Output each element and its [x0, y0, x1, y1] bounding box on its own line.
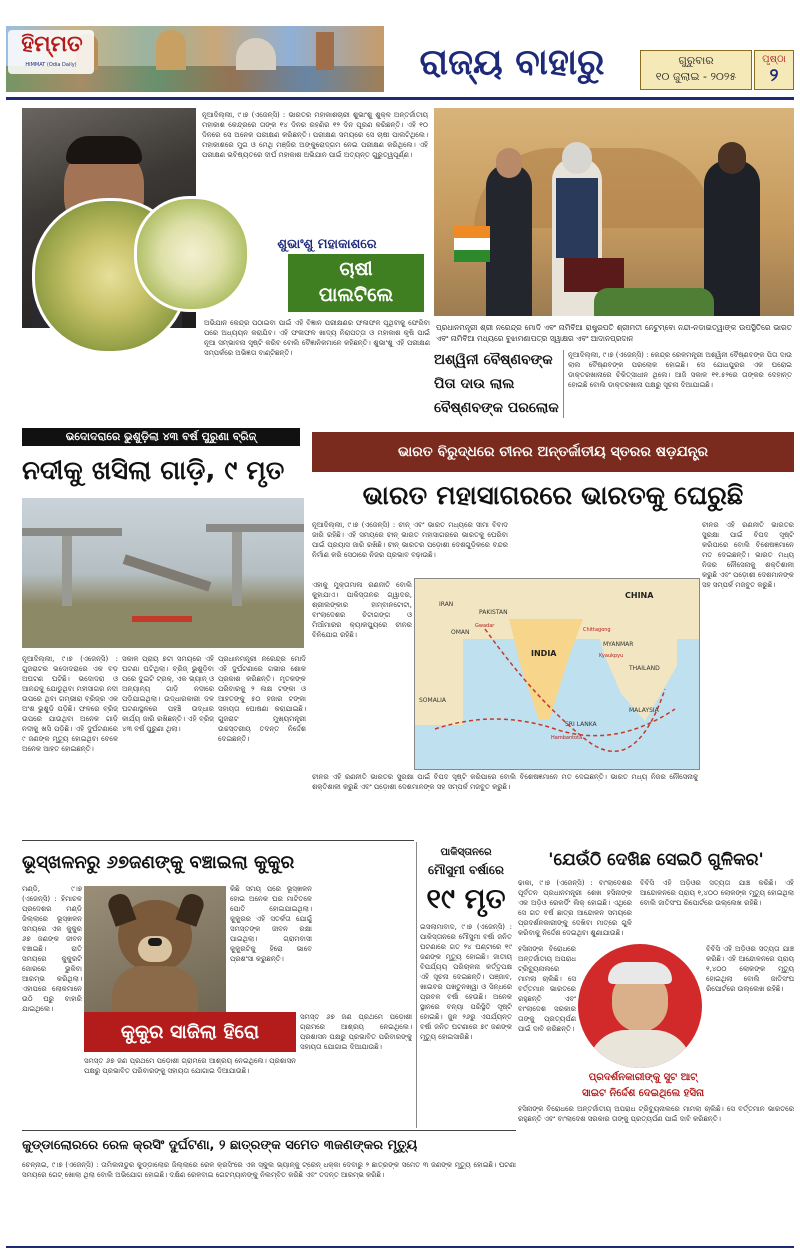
person-left-head — [496, 148, 522, 178]
china-body-3: ଚୀନର ଏହି ରଣନୀତି ଭାରତର ସୁରକ୍ଷା ପାଇଁ ବିପଦ ସୃଷ୍ଟି କରିପାରେ ବୋଲି ବିଶେଷଜ୍ଞମାନେ ମତ ଦେଇଛନ୍ତି। ଭାରତ ମଧ୍ୟ ନିଜର ନୌସେନାକୁ ଶକ୍ତିଶାଳୀ କରୁଛି ଏବଂ ପଡ଼ୋଶୀ ଦେଶମାନଙ୍କ ସହ ସମ୍ପର୍କ ମଜବୁତ କରୁଛି। — [702, 521, 794, 589]
dog-photo — [84, 886, 226, 1030]
map-label-myanmar: MYANMAR — [603, 641, 634, 648]
hasina-caption: ପ୍ରଦର୍ଶନକାରୀଙ୍କୁ ସୁଟ ଆଟ୍ ସାଇଟ ନିର୍ଦ୍ଦେଶ ଦେଇଥିଲେ ହସିନା — [581, 1072, 705, 1099]
hasina-saree — [588, 1030, 692, 1068]
dog-body-2: କିଛି ସମୟ ପରେ ଭୂସ୍ଖଳନ ହୋଇ ଅନେକ ଘର ମାଟିତଳେ ପୋତି ହୋଇଯାଇଥିଲା। କୁକୁରର ଏହି ସତର୍କତା ଯୋଗୁଁ ସମସ୍ତଙ୍କ ଜୀବନ ରକ୍ଷା ପାଇଥିଲା। ଗ୍ରାମବାସୀ କୁକୁରଟିକୁ ହିରୋ ଭାବେ ପ୍ରଶଂସା କରୁଛନ୍ତି। — [230, 885, 312, 963]
bridge-deck-left — [22, 528, 122, 536]
river — [22, 606, 304, 648]
rescue-boats — [132, 616, 192, 622]
china-body-2: ଏହାକୁ ମୁକ୍ତାମାଳା ରଣନୀତି ବୋଲି କୁହାଯାଏ। ପାକିସ୍ତାନର ଗ୍ୱାଦର, ଶ୍ରୀଲଙ୍କାର ହାମ୍ବାନଟୋଟା, ବାଂଲାଦେଶର ଚିଟାଗଙ୍ଗ ଓ ମିଆଁମାରର କ୍ୟାକପ୍ୟୁରେ ଚୀନର ବିନିଯୋଗ ରହିଛି। — [312, 581, 412, 639]
hasina-body-2: ବିବିସି ଏହି ଅଡ଼ିଓର ସତ୍ୟତା ଯାଞ୍ଚ କରିଛି। ଏହି ଆନ୍ଦୋଳନରେ ପ୍ରାୟ ୧,୪୦୦ ଲୋକଙ୍କ ମୃତ୍ୟୁ ହୋଇଥିଲା ବୋଲି ଜାତିସଂଘ ରିପୋର୍ଟରେ ଉଲ୍ଲେଖ ରହିଛି। — [640, 879, 794, 907]
modi-caption: ପ୍ରଧାନମନ୍ତ୍ରୀ ଶ୍ରୀ ନରେନ୍ଦ୍ର ମୋଦି ଏବଂ ନାମିବିଆ ରାଷ୍ଟ୍ରପତି ଶ୍ରୀମତୀ ନେଟୁମ୍ବୋ ନନ୍ଦୀ-ନଡାଇତ୍ୱାଙ୍କ ଉପସ୍ଥିତିରେ ଭାରତ ଏବଂ ନାମିବିଆ ମଧ୍ୟରେ ବୁଝାମଣାପତ୍ର ସ୍ୱାକ୍ଷର ଏବଂ ଆଦାନପ୍ରଦାନ — [436, 323, 792, 343]
map-label-india: INDIA — [531, 649, 557, 658]
bridge-headline: ନଦୀକୁ ଖସିଲା ଗାଡ଼ି, ୯ ମୃତ — [22, 456, 285, 486]
bridge-body-3: ପ୍ରଧାନମନ୍ତ୍ରୀ ନରେନ୍ଦ୍ର ମୋଦି ଏହି ଦୁର୍ଘଟଣାରେ ଗଭୀର ଶୋକ ପ୍ରକାଶ କରିଛନ୍ତି। ମୃତକଙ୍କ ପରିବାରକୁ ୨ ଲକ୍ଷ ଟଙ୍କା ଓ ଆହତଙ୍କୁ ୫୦ ହଜାର ଟଙ୍କା ସହାୟତା ଘୋଷଣା କରାଯାଇଛି। ଗୁଜରାଟ ମୁଖ୍ୟମନ୍ତ୍ରୀ ଉଚ୍ଚସ୍ତରୀୟ ତଦନ୍ତ ନିର୍ଦ୍ଦେଶ ଦେଇଛନ୍ତି। — [218, 655, 306, 743]
dog-top-rule — [22, 840, 414, 841]
route-west — [435, 709, 675, 736]
hasina-hair — [608, 962, 672, 984]
date-box — [640, 50, 752, 90]
map-label-iran: IRAN — [439, 601, 454, 608]
plants — [594, 288, 714, 316]
shubhanshu-body-1: ନୂଆଦିଲ୍ଲୀ, ୯।୭ (ଏଜେନ୍ସି) : ଭାରତର ମହାକାଶଚାରୀ ଶୁଭାଂଶୁ ଶୁକ୍ଳ ଅନ୍ତର୍ଜାତୀୟ ମହାକାଶ କେନ୍ଦ୍ରରେ ତାଙ୍କ ୧୪ ଦିନର ରହଣିର ୧୨ ଦିନ ପୂରଣ କରିଛନ୍ତି। ଏହି ୧୦ ଦିନରେ ସେ ଅନେକ ପରୀକ୍ଷଣ କରିଛନ୍ତି। ପରୀକ୍ଷଣ ସମୟରେ ସେ ଚାଷୀ ପାଲଟିଥିଲେ। ମହାକାଶରେ ମୁଗ ଓ ମେଥି ମଞ୍ଜିର ଅଙ୍କୁରୋଦ୍ଗମ ନେଇ ପରୀକ୍ଷଣ କରିଥିଲେ। ଏହି ପରୀକ୍ଷଣ ଭବିଷ୍ୟତରେ ଦୀର୍ଘ ମହାକାଶ ଅଭିଯାନ ପାଇଁ ଅତ୍ୟନ୍ତ ଗୁରୁତ୍ୱପୂର୍ଣ୍ଣ। — [202, 111, 428, 159]
map-label-oman: OMAN — [451, 629, 470, 636]
vaishnaw-divider — [563, 350, 564, 418]
pakistan-body: ଇସଲାମାବାଦ, ୯।୭ (ଏଜେନ୍ସି) : ପାକିସ୍ତାନରେ ମୌସୁମୀ ବର୍ଷା ଜନିତ ଘଟଣାରେ ଗତ ୨୪ ଘଣ୍ଟାରେ ୧୯ ଜଣଙ୍କ ମୃତ୍ୟୁ ହୋଇଛି। ଜାତୀୟ ବିପର୍ଯ୍ୟୟ ପରିଚାଳନା କର୍ତ୍ତୃପକ୍ଷ ଏହି ସୂଚନା ଦେଇଛନ୍ତି। ପଞ୍ଜାବ, ଖାଇବର ପଖତୁନଖ୍ୱା ଓ ସିନ୍ଧରେ ପ୍ରବଳ ବର୍ଷା ହେଉଛି। ଅନେକ ସ୍ଥାନରେ ବନ୍ୟା ପରିସ୍ଥିତି ସୃଷ୍ଟି ହୋଇଛି। ଜୁନ ୨୬ରୁ ଏପର୍ଯ୍ୟନ୍ତ ବର୍ଷା ଜନିତ ଘଟଣାରେ ୭୯ ଜଣଙ୍କ ମୃତ୍ୟୁ ହୋଇସାରିଛି। — [420, 923, 512, 1041]
dog-body-4: ସମସ୍ତ ୬୭ ଜଣ ପ୍ରଥମେ ପଡ଼ୋଶୀ ଗ୍ରାମରେ ଆଶ୍ରୟ ନେଇଥିଲେ। ପ୍ରଶାସନ ପକ୍ଷରୁ ପ୍ରଭାବିତ ପରିବାରଙ୍କୁ ସହାୟତା ଯୋଗାଇ ଦିଆଯାଉଛି। — [84, 1057, 296, 1075]
issue-date: ୧୦ ଜୁଲାଇ - ୨୦୨୫ — [655, 70, 737, 83]
bottom-rule — [6, 1246, 794, 1248]
map-label-kyaukpyu: Kyaukpyu — [599, 653, 624, 659]
dog-body-1: ମଣ୍ଡି, ୯।୭ (ଏଜେନ୍ସି) : ହିମାଚଳ ପ୍ରଦେଶର ମଣ୍ଡି ଜିଲ୍ଲାରେ ଭୂସ୍ଖଳନ ସମୟରେ ଏକ କୁକୁର ୬୭ ଜଣଙ୍କ ଜୀବନ ବଞ୍ଚାଇଛି। ରାତି ସମୟରେ କୁକୁରଟି ଜୋରରେ ଭୁକିବା ଆରମ୍ଭ କରିଥିଲା। ଏହାପରେ ଲୋକମାନେ ଉଠି ଘରୁ ବାହାରି ଯାଇଥିଲେ। — [22, 885, 82, 1013]
hasina-headline: 'ଯେଉଁଠି ଦେଖିଛ ସେଇଠି ଗୁଳିକର' — [548, 850, 764, 870]
bridge-deck-right — [206, 524, 304, 532]
bridge-body-2: ସକାଳ ପ୍ରାୟ ୭ଟା ସମୟରେ ଏହି ଘଟଣା ଘଟିଥିଲା। ବ୍ରିଜ୍ ଭୁଶୁଡ଼ିବା ପରେ ଦୁଇଟି ଟ୍ରକ୍, ଏକ ଭ୍ୟାନ୍ ଓ ଅନ୍ୟାନ୍ୟ ଗାଡ଼ି ନଦୀରେ ପଡ଼ିଯାଇଥିଲା। ଉଦ୍ଧାରକାରୀ ଦଳ ଘଟଣାସ୍ଥଳରେ ପହଞ୍ଚି ଉଦ୍ଧାର କାର୍ଯ୍ୟ ଜାରି ରଖିଛନ୍ତି। ଏହି ବ୍ରିଜ୍ ୪୩ ବର୍ଷ ପୁରୁଣା ଥିଲା। — [122, 655, 214, 733]
shubhanshu-headline-box — [288, 254, 424, 312]
map-label-gwadar: Gwadar — [475, 623, 495, 629]
dog-overlay-text: କୁକୁର ସାଜିଲା ହିରୋ — [120, 1021, 260, 1043]
bridge-collapsed — [123, 554, 212, 591]
route-east — [485, 629, 665, 751]
weekday: ଗୁରୁବାର — [678, 54, 714, 67]
person-right — [704, 160, 760, 316]
page-number-box: ପୃଷ୍ଠା ୨ — [754, 50, 794, 90]
sprouts-photo-2 — [134, 196, 250, 312]
dog-body-3: ସମସ୍ତ ୬୭ ଜଣ ପ୍ରଥମେ ପଡ଼ୋଶୀ ଗ୍ରାମରେ ଆଶ୍ରୟ ନେଇଥିଲେ। ପ୍ରଶାସନ ପକ୍ଷରୁ ପ୍ରଭାବିତ ପରିବାରଙ୍କୁ ସହାୟତା ଯୋଗାଇ ଦିଆଯାଉଛି। — [300, 1013, 412, 1051]
china-headline: ଭାରତ ମହାସାଗରରେ ଭାରତକୁ ଘେରୁଛି — [362, 481, 744, 511]
hair — [66, 136, 142, 164]
map-label-hambantota: Hambantota — [551, 735, 583, 741]
hasina-body-5: ହସିନାଙ୍କ ବିରୋଧରେ ଅନ୍ତର୍ଜାତୀୟ ଅପରାଧ ଟ୍ରିବ୍ୟୁନାଲରେ ମାମଲା ଚାଲିଛି। ସେ ବର୍ତ୍ତମାନ ଭାରତରେ ରହୁଛନ୍ତି ଏବଂ ବାଂଲାଦେଶ ସରକାର ତାଙ୍କୁ ପ୍ରତ୍ୟର୍ପଣ ପାଇଁ ଦାବି କରିଛନ୍ତି। — [518, 1105, 794, 1123]
shubhanshu-headline-main-1: ଚାଷୀ — [339, 258, 373, 280]
china-body-1: ନୂଆଦିଲ୍ଲୀ, ୯।୭ (ଏଜେନ୍ସି) : ଚୀନ୍ ଏବଂ ଭାରତ ମଧ୍ୟରେ ସୀମା ବିବାଦ ଜାରି ରହିଛି। ଏହି ସମୟରେ ଚୀନ୍ ଭାରତ ମହାସାଗରରେ ଭାରତକୁ ଘେରିବା ପାଇଁ ପ୍ରୟାସ ଜାରି ରଖିଛି। ଚୀନ୍ ଭାରତର ପଡ଼ୋଶୀ ଦେଶଗୁଡ଼ିକରେ ବନ୍ଦର ନିର୍ମାଣ କରି ସେଠାରେ ନିଜର ପ୍ରଭାବ ବଢ଼ାଉଛି। — [312, 521, 508, 559]
pakistan-left-rule — [416, 842, 417, 1128]
hasina-body-3: ହସିନାଙ୍କ ବିରୋଧରେ ଅନ୍ତର୍ଜାତୀୟ ଅପରାଧ ଟ୍ରିବ୍ୟୁନାଲରେ ମାମଲା ଚାଲିଛି। ସେ ବର୍ତ୍ତମାନ ଭାରତରେ ରହୁଛନ୍ତି ଏବଂ ବାଂଲାଦେଶ ସରକାର ତାଙ୍କୁ ପ୍ରତ୍ୟର୍ପଣ ପାଇଁ ଦାବି କରିଛନ୍ତି। — [518, 945, 576, 1033]
shubhanshu-headline-main-2: ପାଲଟିଲେ — [318, 284, 394, 306]
china-body-4: ଚୀନର ଏହି ରଣନୀତି ଭାରତର ସୁରକ୍ଷା ପାଇଁ ବିପଦ ସୃଷ୍ଟି କରିପାରେ ବୋଲି ବିଶେଷଜ୍ଞମାନେ ମତ ଦେଇଛନ୍ତି। ଭାରତ ମଧ୍ୟ ନିଜର ନୌସେନାକୁ ଶକ୍ତିଶାଳୀ କରୁଛି ଏବଂ ପଡ଼ୋଶୀ ଦେଶମାନଙ୍କ ସହ ସମ୍ପର୍କ ମଜବୁତ କରୁଛି। — [312, 773, 698, 791]
shipping-route-lines — [415, 579, 699, 769]
map-label-chittagong: Chittagong — [583, 627, 611, 633]
hasina-body-1: ଢାକା, ୯।୭ (ଏଜେନ୍ସି) : ବାଂଲାଦେଶର ପୂର୍ବତନ ପ୍ରଧାନମନ୍ତ୍ରୀ ଶେଖ ହସିନାଙ୍କ ଏକ ଅଡ଼ିଓ ରେକର୍ଡିଂ ଲିକ୍ ହୋଇଛି। ଏଥିରେ ସେ ଗତ ବର୍ଷ ଛାତ୍ର ଆନ୍ଦୋଳନ ସମୟରେ ପ୍ରଦର୍ଶନକାରୀଙ୍କୁ ଦେଖିବା ମାତ୍ରେ ଗୁଳି କରିବାକୁ ନିର୍ଦ୍ଦେଶ ଦେଇଥିବା ଶୁଣାଯାଉଛି। — [518, 879, 632, 937]
document-folder — [564, 258, 624, 292]
rail-headline: କୁଡ୍ଡାଲୋରରେ ରେଳ କ୍ରସିଂ ଦୁର୍ଘଟଣା, ୨ ଛାତ୍ରଙ୍କ ସମେତ ୩ଜଣଙ୍କର ମୃତ୍ୟୁ — [22, 1138, 418, 1153]
hasina-body-4: ବିବିସି ଏହି ଅଡ଼ିଓର ସତ୍ୟତା ଯାଞ୍ଚ କରିଛି। ଏହି ଆନ୍ଦୋଳନରେ ପ୍ରାୟ ୧,୪୦୦ ଲୋକଙ୍କ ମୃତ୍ୟୁ ହୋଇଥିଲା ବୋଲି ଜାତିସଂଘ ରିପୋର୍ଟରେ ଉଲ୍ଲେଖ ରହିଛି। — [706, 945, 794, 993]
person-modi-head — [562, 142, 592, 174]
map-label-malaysia: MALAYSIA — [629, 707, 659, 714]
dog-headline: ଭୂସ୍ଖଳନରୁ ୬୭ଜଣଙ୍କୁ ବଞ୍ଚାଇଲା କୁକୁର — [22, 852, 295, 873]
person-modi-vest — [556, 178, 598, 258]
shubhanshu-headline-top: ଶୁଭାଂଶୁ ମହାକାଶରେ — [277, 237, 377, 252]
bridge-photo — [22, 498, 304, 648]
map-label-sri-lanka: SRI LANKA — [565, 721, 597, 728]
rail-body: ଚେନ୍ନାଇ, ୯।୭ (ଏଜେନ୍ସି) : ତାମିଲନାଡୁର କୁଡ୍ଡାଲୋର ଜିଲ୍ଲାରେ ରେଳ କ୍ରସିଂରେ ଏକ ସ୍କୁଲ ଭ୍ୟାନ୍‌କୁ ଟ୍ରେନ୍ ଧକ୍କା ଦେବାରୁ ୨ ଛାତ୍ରଙ୍କ ସମେତ ୩ ଜଣଙ୍କ ମୃତ୍ୟୁ ହୋଇଛି। ଘଟଣା ସମୟରେ ଗେଟ୍ ଖୋଲା ଥିଲା ବୋଲି ଅଭିଯୋଗ ହୋଇଛି। ଦକ୍ଷିଣ ରେଳବାଇ ଗେଟମ୍ୟାନଙ୍କୁ ନିଲମ୍ବିତ କରିଛି ଏବଂ ତଦନ୍ତ ଆରମ୍ଭ କରିଛି। — [22, 1161, 516, 1179]
indian-ocean-map — [414, 578, 700, 770]
vaishnaw-headline: ଅଶ୍ୱିନୀ ବୈଷ୍ଣବଙ୍କ ପିତା ଦାଉ ଲାଲ ବୈଷ୍ଣବଙ୍କ ପରଲୋକ — [434, 352, 559, 416]
person-left — [486, 164, 532, 316]
masthead-divider — [6, 97, 794, 100]
pakistan-headline: ୧୯ ମୃତ — [426, 882, 506, 915]
dog-nose — [148, 938, 162, 946]
bridge-pillar-1 — [62, 536, 72, 606]
map-label-somalia: SOMALIA — [419, 697, 447, 704]
bridge-pillar-2 — [232, 532, 242, 606]
pakistan-kicker-2: ମୌସୁମୀ ବର୍ଷାରେ — [428, 863, 504, 877]
vaishnaw-body: ନୂଆଦିଲ୍ଲୀ, ୯।୭ (ଏଜେନ୍ସି) : କେନ୍ଦ୍ର ରେଳମନ୍ତ୍ରୀ ଅଶ୍ୱିନୀ ବୈଷ୍ଣବଙ୍କ ପିତା ଦାଉ ଲାଲ ବୈଷ୍ଣବଙ୍କ ପରଲୋକ ହୋଇଛି। ସେ ଯୋଧପୁରର ଏକ ଘରୋଇ ଡାକ୍ତରଖାନାରେ ଚିକିତ୍ସାଧୀନ ଥିଲେ। ଆଜି ସକାଳ ୧୧.୫୨ରେ ତାଙ୍କର ଦେହାନ୍ତ ହୋଇଛି ବୋଲି ଡାକ୍ତରଖାନା ପକ୍ଷରୁ ସୂଚନା ଦିଆଯାଇଛି। — [568, 351, 792, 389]
rail-top-rule — [22, 1130, 516, 1131]
india-flag — [454, 226, 490, 262]
china-kicker: ଭାରତ ବିରୁଦ୍ଧରେ ଚୀନର ଅନ୍ତର୍ଜାତୀୟ ସ୍ତରର ଷଡ଼ଯନ୍ତ୍ର — [312, 432, 794, 472]
map-label-china: CHINA — [625, 591, 654, 600]
modi-namibia-photo — [434, 108, 794, 316]
map-label-pakistan: PAKISTAN — [479, 609, 508, 616]
page-number: ୨ — [769, 65, 779, 86]
dog-overlay-box — [84, 1012, 296, 1052]
shubhanshu-body-2: ଅଭିଯାନ କେନ୍ଦ୍ର ପଠାଇବା ପାଇଁ ଏହି ବିଜ୍ଞାନ ପରୀକ୍ଷଣର ଫଳାଫଳ ପୃଥିବୀକୁ ଫେରିବା ପରେ ଅଧ୍ୟୟନ କରାଯିବ। ଏହି ଫଳାଫଳ ଖାଦ୍ୟ ନିରାପତ୍ତା ଓ ମହାକାଶ କୃଷି ପାଇଁ ନୂଆ ସମ୍ଭାବନା ସୃଷ୍ଟି କରିବ ବୋଲି ବୈଜ୍ଞାନିକମାନେ କହିଛନ୍ତି। ଶୁଭାଂଶୁ ଏହି ପରୀକ୍ଷଣ ସମ୍ପର୍କରେ ଅଭିଜ୍ଞତା ବାଣ୍ଟିଛନ୍ତି। — [204, 319, 430, 357]
section-title: ରାଜ୍ୟ ବାହାରୁ — [419, 42, 605, 83]
bridge-body-1: ନୂଆଦିଲ୍ଲୀ, ୯।୭ (ଏଜେନ୍ସି) : ଗୁଜରାଟର ଭଦୋଦରାରେ ଏକ ବଡ଼ ଅଘଟଣ ଘଟିଛି। ଭଦୋଦରା ଓ ଆନନ୍ଦକୁ ଯୋଡୁଥିବା ମହୀସାଗର ନଦୀ ଉପରେ ଥିବା ଗମ୍ଭୀରା ବ୍ରିଜ୍‌ର ଏକ ଅଂଶ ଭୁଶୁଡ଼ି ପଡ଼ିଛି। ଫଳରେ ବ୍ରିଜ୍ ଉପରେ ଯାଉଥିବା ଅନେକ ଗାଡ଼ି ନଦୀକୁ ଖସି ପଡ଼ିଛି। ଏହି ଦୁର୍ଘଟଣାରେ ୯ ଜଣଙ୍କ ମୃତ୍ୟୁ ହୋଇଥିବା ବେଳେ ଅନେକ ଆହତ ହୋଇଛନ୍ତି। — [22, 655, 118, 753]
map-label-thailand: THAILAND — [629, 665, 660, 672]
hasina-photo — [578, 944, 702, 1068]
person-right-head — [718, 142, 746, 174]
brand-logo: ହିମ୍ମତ HIMMAT (Odia Daily) — [8, 30, 94, 74]
masthead — [0, 0, 800, 96]
pakistan-kicker-1: ପାକିସ୍ତାନରେ — [440, 847, 492, 858]
bridge-kicker: ଭଦୋଦରାରେ ଭୁଶୁଡ଼ିଲା ୪୩ ବର୍ଷ ପୁରୁଣା ବ୍ରିଜ୍ — [22, 428, 300, 446]
